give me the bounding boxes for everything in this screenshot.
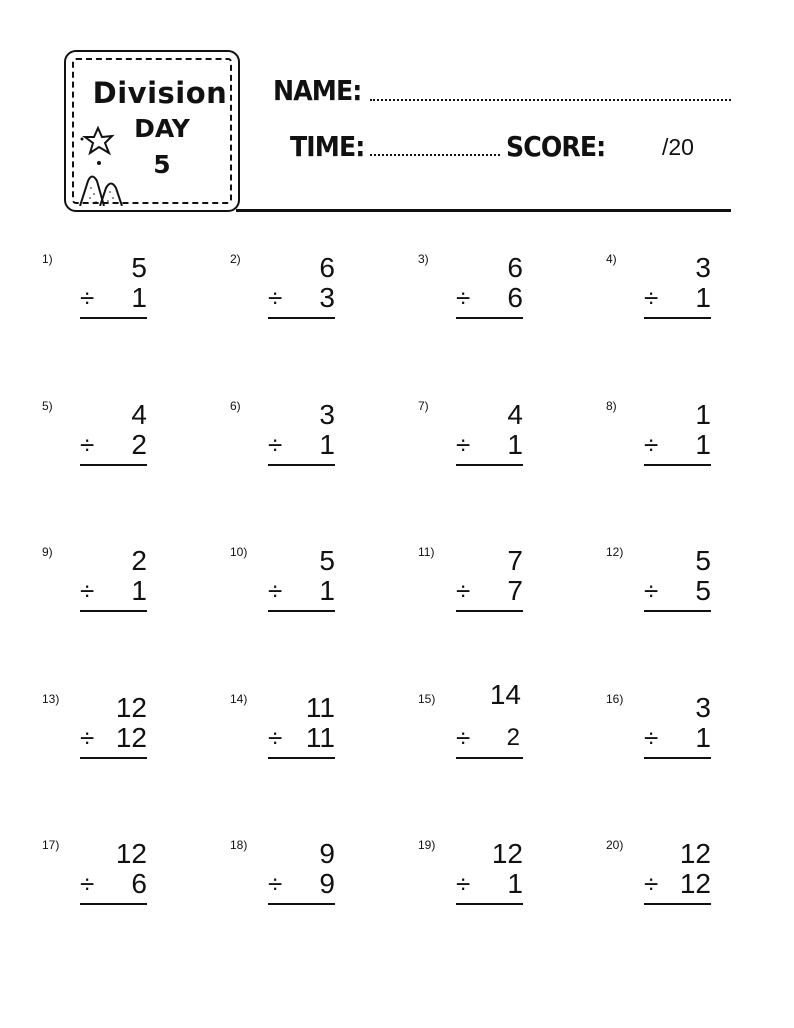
divisor: 6 [131,868,147,899]
answer-line [456,610,523,612]
dividend: 9 [319,838,335,869]
division-problem [80,693,147,757]
answer-line [268,903,335,905]
dividend: 3 [319,398,335,430]
divisor: 6 [507,282,523,313]
dividend: 1 [695,398,711,430]
header-divider [236,209,731,212]
divisor: 5 [695,575,711,606]
divisor: 1 [695,282,711,313]
division-problem [456,546,523,610]
answer-line [644,610,711,612]
division-problem [80,839,147,903]
dividend: 3 [695,252,711,283]
division-sign: ÷ [644,576,659,606]
problem-number: 7) [418,398,429,413]
divisor: 1 [695,721,711,753]
divisor: 1 [131,575,147,606]
division-problem [456,678,523,757]
divisor: 9 [319,868,335,899]
problem-number: 12) [606,545,624,559]
problem-number: 5) [42,398,53,413]
problem-number: 11) [418,545,435,559]
answer-line [268,317,335,319]
division-problem [80,546,147,610]
dividend: 11 [305,691,335,723]
divisor: 11 [305,721,335,753]
answer-line [456,464,523,466]
division-sign: ÷ [268,869,283,899]
dividend: 4 [131,398,147,430]
division-sign: ÷ [80,429,95,460]
division-problem [268,693,335,757]
dividend: 12 [679,838,711,869]
problem-number: 8) [606,398,617,413]
name-field[interactable] [370,99,731,101]
problem-number: 6) [230,398,241,413]
answer-line [456,903,523,905]
divisor: 1 [319,428,335,460]
dividend: 14 [489,678,521,710]
dividend: 4 [507,398,523,430]
problem-number: 15) [418,691,436,706]
division-sign: ÷ [80,283,95,313]
division-problem [644,839,711,903]
division-sign: ÷ [80,576,95,606]
divisor: 1 [695,428,711,460]
division-sign: ÷ [268,722,283,753]
divisor: 2 [506,723,520,751]
division-problem [268,839,335,903]
answer-line [268,757,335,759]
division-sign: ÷ [268,429,283,460]
problem-number: 10) [230,545,248,559]
dividend: 12 [115,691,147,723]
problem-number: 16) [606,691,624,706]
division-sign: ÷ [456,576,471,606]
division-sign: ÷ [80,869,95,899]
title-day-number: 5 [153,150,171,179]
answer-line [456,317,523,319]
division-problem [80,253,147,317]
answer-line [268,610,335,612]
dividend: 12 [115,838,147,869]
answer-line [644,903,711,905]
divisor: 3 [319,282,335,313]
problem-number: 4) [606,252,617,266]
dividend: 5 [131,252,147,283]
division-sign: ÷ [644,722,659,753]
division-sign: ÷ [456,722,471,753]
problem-number: 20) [606,838,624,852]
division-problem [268,400,335,464]
score-total: /20 [662,134,694,160]
time-label: TIME: [290,130,365,163]
dividend: 6 [507,252,523,283]
division-problem [456,400,523,464]
division-sign: ÷ [268,283,283,313]
dividend: 2 [131,545,147,576]
problem-number: 9) [42,545,53,559]
divisor: 1 [507,428,523,460]
problem-number: 1) [42,252,53,266]
division-sign: ÷ [644,429,659,460]
worksheet-title-box [64,50,240,212]
problem-number: 19) [418,838,436,852]
answer-line [80,903,147,905]
dividend: 5 [695,545,711,576]
title-day: DAY [134,114,190,143]
star-hills-decoration-icon [76,126,136,206]
problem-number: 3) [418,252,429,266]
division-sign: ÷ [456,283,471,313]
division-problem [80,400,147,464]
answer-line [80,464,147,466]
problem-number: 14) [230,691,248,706]
dividend: 7 [507,545,523,576]
division-sign: ÷ [456,869,471,899]
dividend: 6 [319,252,335,283]
divisor: 1 [319,575,335,606]
name-label: NAME: [273,74,362,107]
division-sign: ÷ [80,722,95,753]
division-problem [456,253,523,317]
answer-line [268,464,335,466]
division-sign: ÷ [456,429,471,460]
answer-line [80,610,147,612]
division-sign: ÷ [644,283,659,313]
division-sign: ÷ [268,576,283,606]
division-problem [268,253,335,317]
divisor: 7 [507,575,523,606]
dividend: 3 [695,691,711,723]
title-division: Division [92,76,228,110]
dividend: 5 [319,545,335,576]
division-sign: ÷ [644,869,659,899]
division-problem [456,839,523,903]
answer-line [80,317,147,319]
divisor: 2 [131,428,147,460]
divisor: 12 [115,721,147,753]
answer-line [644,757,711,759]
divisor: 1 [131,282,147,313]
answer-line [644,317,711,319]
problem-number: 13) [42,691,60,706]
score-label: SCORE: [506,130,606,163]
divisor: 1 [507,868,523,899]
dividend: 12 [491,838,523,869]
division-problem [644,253,711,317]
answer-line [456,757,523,759]
division-problem [644,400,711,464]
answer-line [80,757,147,759]
problem-number: 18) [230,838,248,852]
division-problem [644,693,711,757]
time-field[interactable] [370,154,500,156]
divisor: 12 [679,868,711,899]
division-problem [644,546,711,610]
division-problem [268,546,335,610]
problem-number: 17) [42,838,60,852]
problem-number: 2) [230,252,241,266]
answer-line [644,464,711,466]
